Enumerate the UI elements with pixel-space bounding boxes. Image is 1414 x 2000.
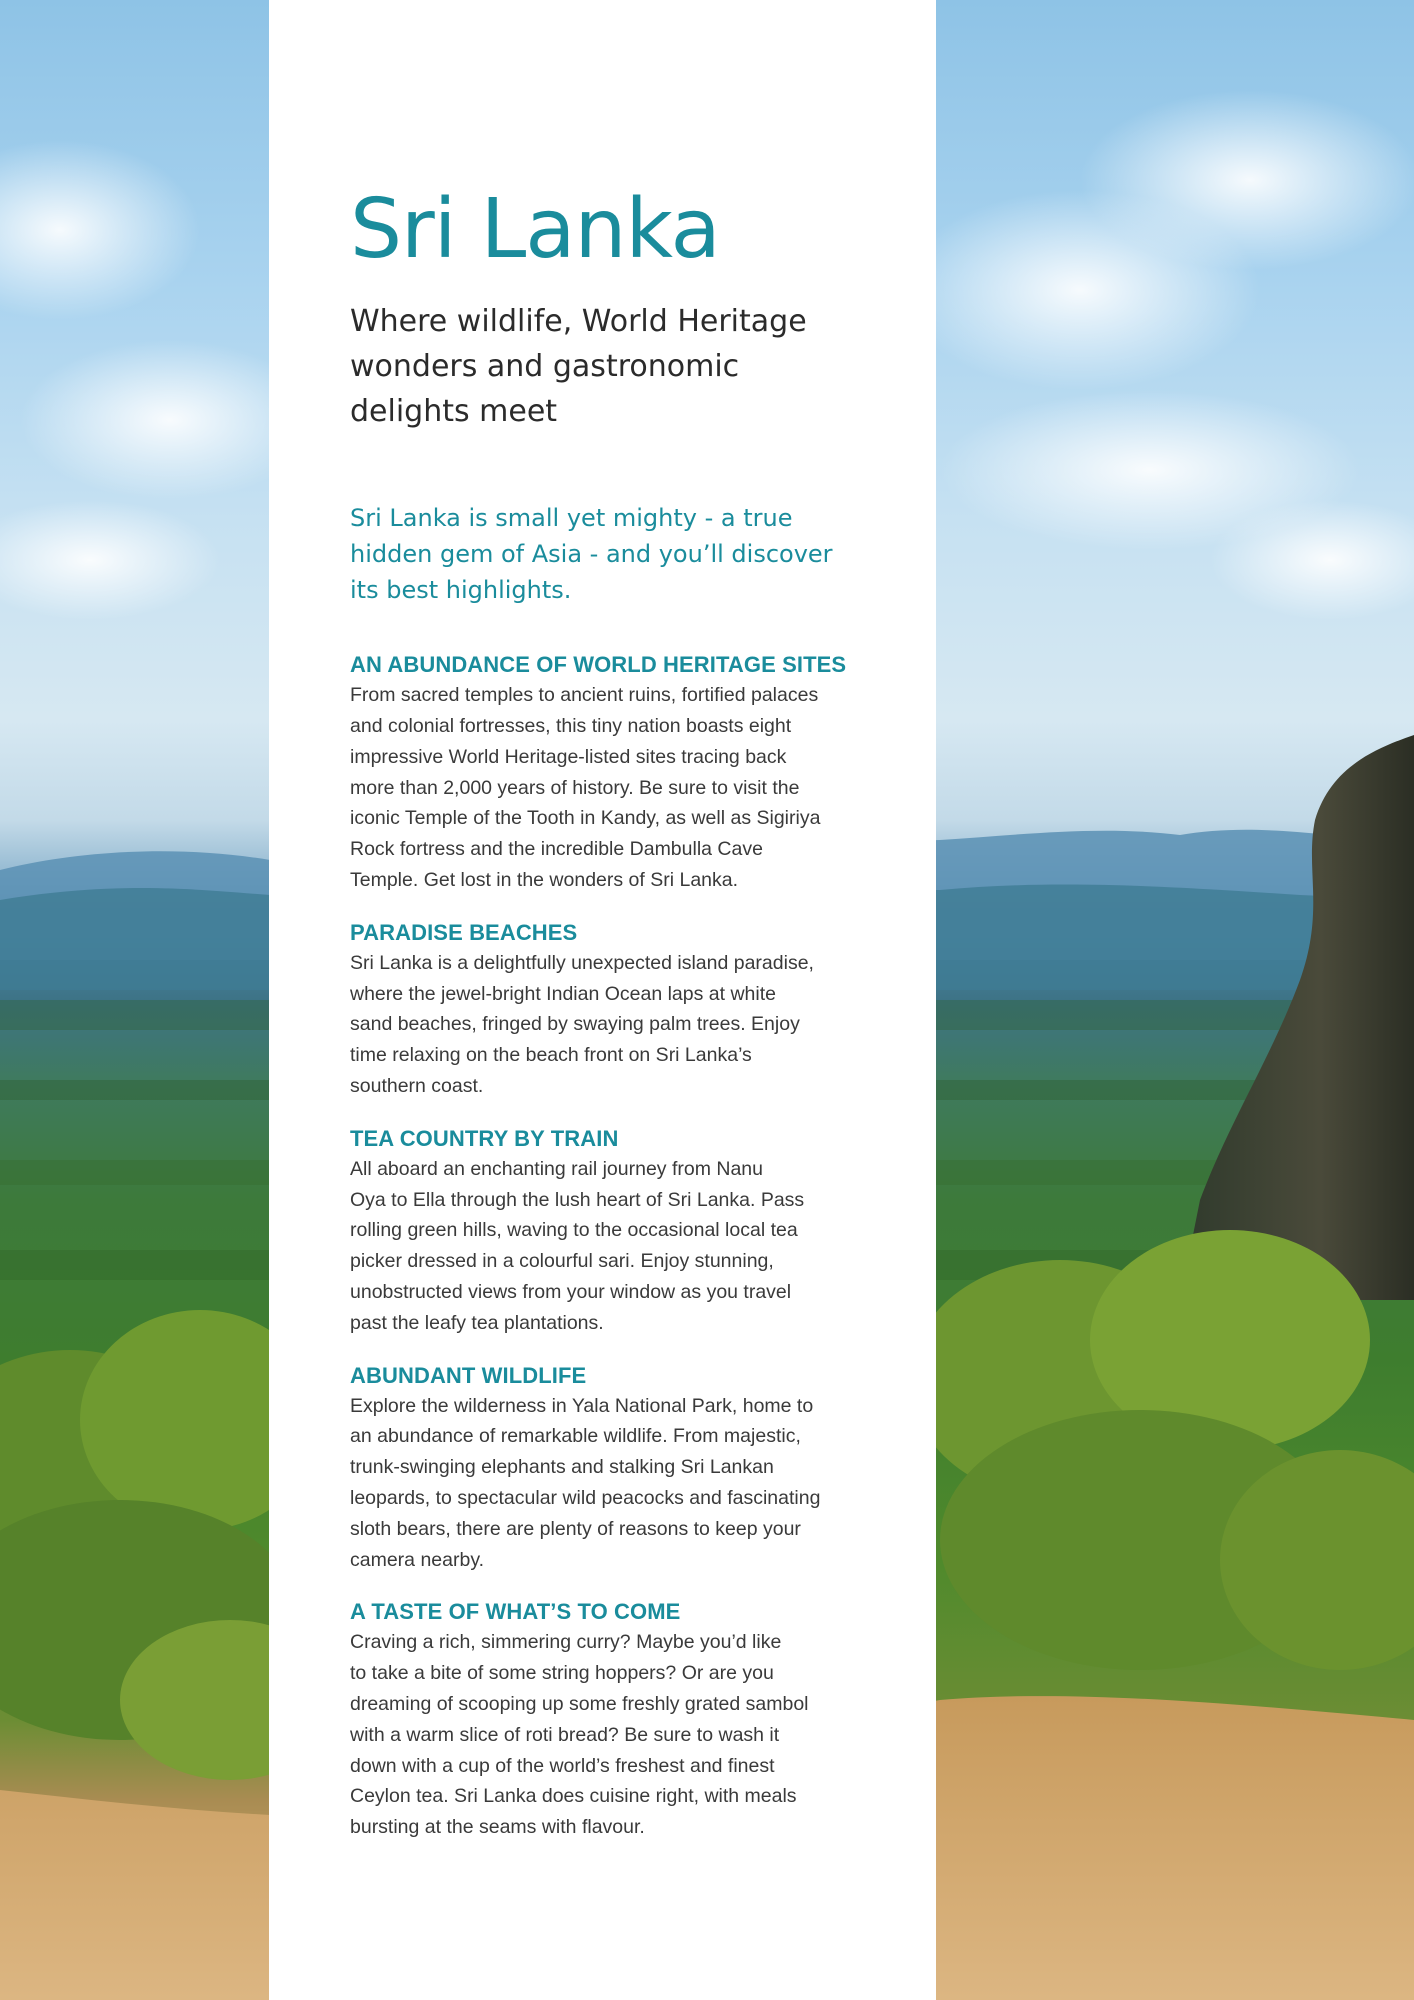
page-subtitle [350,299,850,434]
intro-line: hidden gem of Asia - and you’ll discover [350,540,833,569]
section-body-line: Rock fortress and the incredible Dambulla Cave [350,838,763,861]
section-body-line: Ceylon tea. Sri Lanka does cuisine right, with meals [350,1785,797,1808]
section-heading: A TASTE OF WHAT’S TO COME [350,1599,681,1625]
section-heading: TEA COUNTRY BY TRAIN [350,1125,619,1151]
article-section [350,1124,870,1339]
section-body-line: dreaming of scooping up some freshly grated sambol [350,1692,809,1715]
section-body-line: trunk-swinging elephants and stalking Sri Lankan [350,1456,774,1479]
section-body-line: picker dressed in a colourful sari. Enjoy stunning, [350,1250,774,1273]
intro-paragraph [350,500,870,608]
section-body-line: leopards, to spectacular wild peacocks and fascinating [350,1486,821,1509]
intro-line: Sri Lanka is small yet mighty - a true [350,504,793,533]
foreground-trees-right [910,1230,1414,1670]
section-body-line: From sacred temples to ancient ruins, fortified palaces [350,684,819,707]
article-section [350,918,870,1102]
section-body-line: and colonial fortresses, this tiny nation boasts eight [350,714,792,737]
section-body-line: camera nearby. [350,1548,485,1571]
section-body-line: unobstructed views from your window as you travel [350,1280,792,1303]
section-body-line: sand beaches, fringed by swaying palm trees. Enjoy [350,1013,800,1036]
section-body-line: down with a cup of the world’s freshest and finest [350,1754,775,1777]
section-body [350,1627,870,1843]
section-body-line: bursting at the seams with flavour. [350,1816,645,1839]
section-body-line: to take a bite of some string hoppers? Or are you [350,1662,774,1685]
section-heading: ABUNDANT WILDLIFE [350,1362,587,1388]
section-heading: AN ABUNDANCE OF WORLD HERITAGE SITES [350,652,847,678]
section-body-line: southern coast. [350,1074,484,1097]
page-title: Sri Lanka [350,182,720,277]
section-body-line: impressive World Heritage-listed sites tracing back [350,745,787,768]
section-body-line: time relaxing on the beach front on Sri Lanka’s [350,1044,752,1067]
section-body-line: Explore the wilderness in Yala National Park, home to [350,1394,814,1417]
article-section [350,1361,870,1576]
article-panel [269,0,936,2000]
article-sections [350,650,870,1843]
section-body [350,1391,870,1576]
section-body [350,680,870,896]
subtitle-line: wonders and gastronomic [350,349,740,385]
section-body [350,1154,870,1339]
section-body-line: Craving a rich, simmering curry? Maybe you’d like [350,1631,782,1654]
subtitle-line: delights meet [350,394,558,430]
intro-line: its best highlights. [350,576,572,605]
section-body-line: with a warm slice of roti bread? Be sure to wash it [350,1723,780,1746]
section-body-line: Sri Lanka is a delightfully unexpected island paradise, [350,951,814,974]
section-body-line: iconic Temple of the Tooth in Kandy, as well as Sigiriya [350,807,821,830]
section-body-line: an abundance of remarkable wildlife. From majestic, [350,1425,801,1448]
article-section [350,650,870,896]
section-body-line: where the jewel-bright Indian Ocean laps at white [350,982,776,1005]
section-body-line: more than 2,000 years of history. Be sure to visit the [350,776,800,799]
section-body [350,948,870,1102]
section-body-line: past the leafy tea plantations. [350,1311,604,1334]
section-heading: PARADISE BEACHES [350,919,578,945]
article-content [350,182,870,1843]
section-body-line: Temple. Get lost in the wonders of Sri Lanka. [350,868,739,891]
section-body-line: Oya to Ella through the lush heart of Sri Lanka. Pass [350,1188,805,1211]
article-section [350,1597,870,1843]
section-body-line: rolling green hills, waving to the occasional local tea [350,1219,798,1242]
section-body-line: sloth bears, there are plenty of reasons to keep your [350,1517,801,1540]
section-body-line: All aboard an enchanting rail journey from Nanu [350,1157,763,1180]
subtitle-line: Where wildlife, World Heritage [350,304,807,340]
